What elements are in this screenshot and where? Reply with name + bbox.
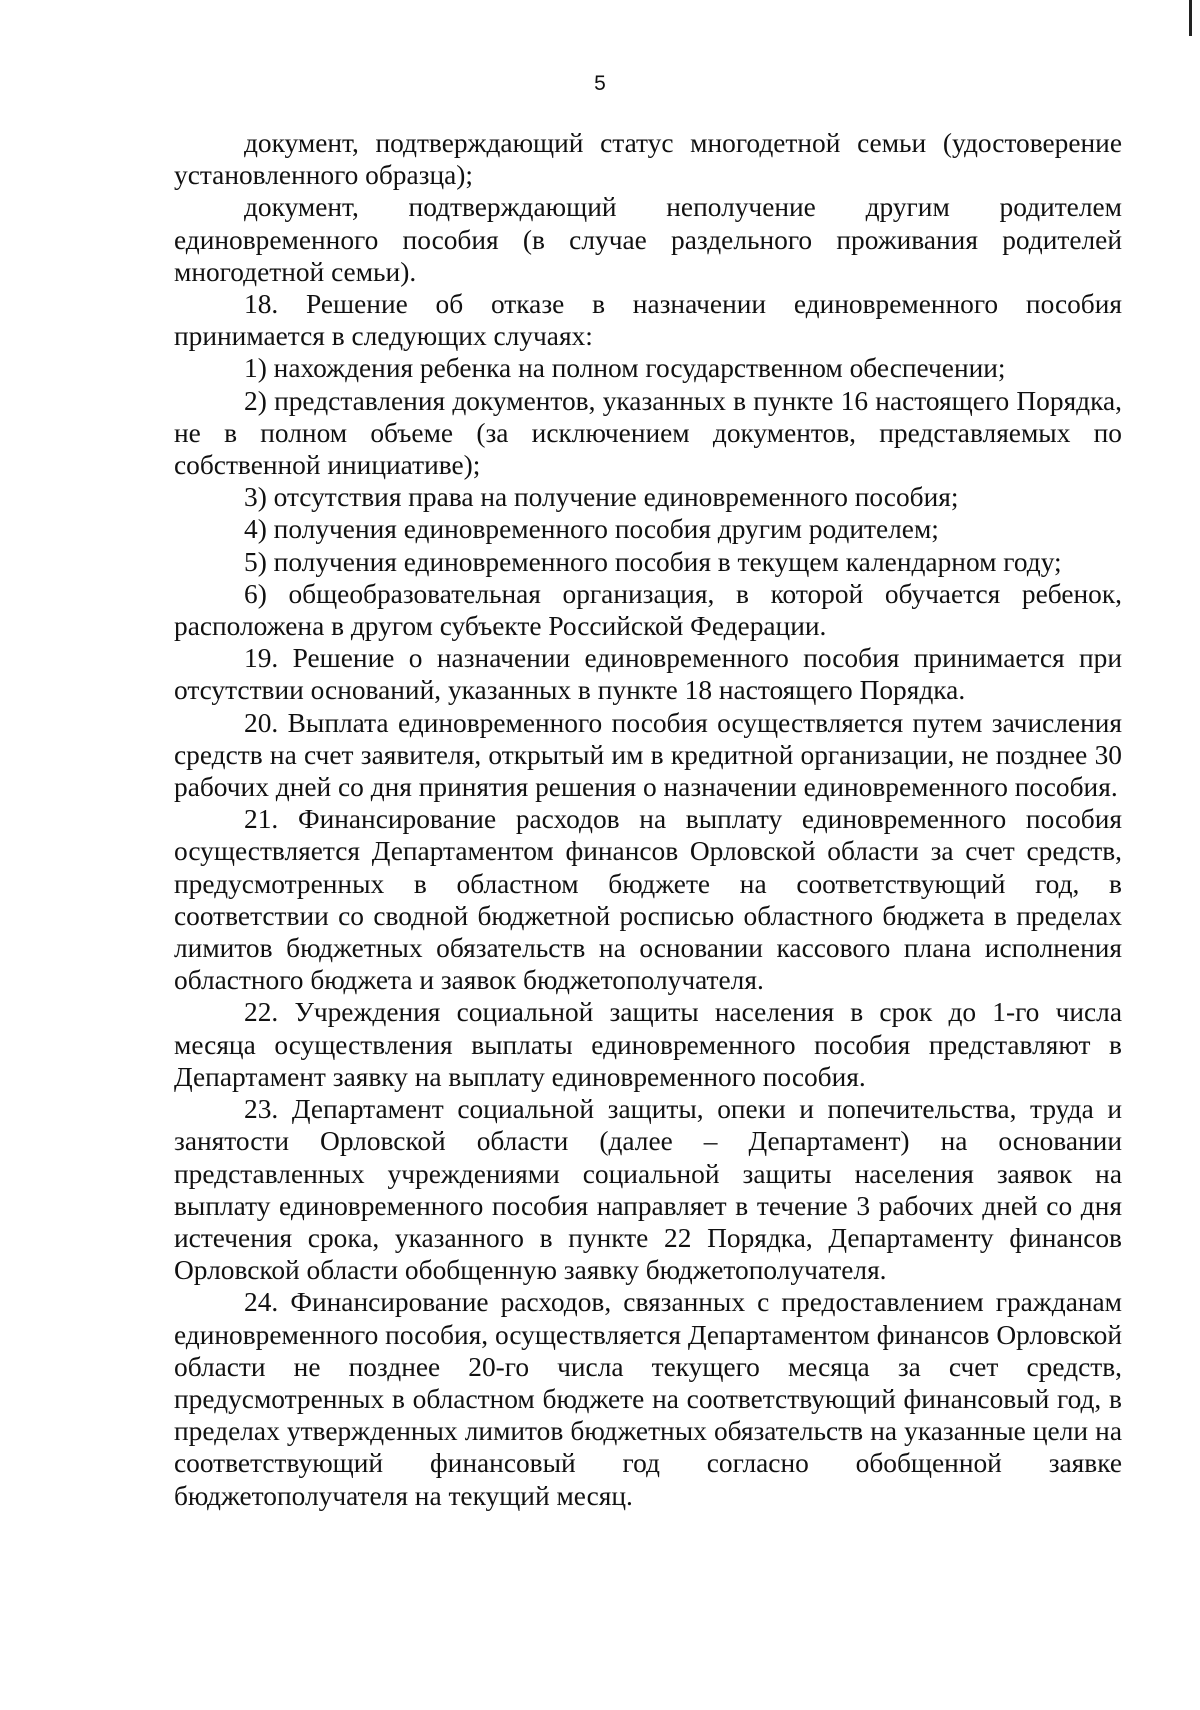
paragraph-item-20: 20. Выплата единовременного пособия осуществляется путем зачисления средств на счет заявителя, открытый им в кредитной организации, не позднее 30 рабочих дней со дня принятия решения о назначении единовременного пособия. bbox=[174, 707, 1122, 803]
paragraph-item-21: 21. Финансирование расходов на выплату единовременного пособия осуществляется Департаментом финансов Орловской области за счет средств, предусмотренных в областном бюджете на соответствующий год, в соответствии со сводной бюджетной росписью областного бюджета в пределах лимитов бюджетных обязательств на основании кассового плана исполнения областного бюджета и заявок бюджетополучателя. bbox=[174, 804, 1122, 996]
paragraph-item-22: 22. Учреждения социальной защиты населения в срок до 1-го числа месяца осуществления выплаты единовременного пособия представляют в Департамент заявку на выплату единовременного пособия. bbox=[174, 997, 1122, 1092]
paragraph-item-24: 24. Финансирование расходов, связанных с предоставлением гражданам единовременного пособия, осуществляется Департаментом финансов Орловской области не позднее 20-го числа текущего месяца за счет средств, предусмотренных в областном бюджете на соответствующий финансовый год, в пределах утвержденных лимитов бюджетных обязательств на указанные цели на соответствующий финансовый год согласно обобщенной заявке бюджетополучателя на текущий месяц. bbox=[174, 1287, 1122, 1511]
paragraph-item-23: 23. Департамент социальной защиты, опеки и попечительства, труда и занятости Орловской области (далее – Департамент) на основании представленных учреждениями социальной защиты населения заявок на выплату единовременного пособия направляет в течение 3 рабочих дней со дня истечения срока, указанного в пункте 22 Порядка, Департаменту финансов Орловской области обобщенную заявку бюджетополучателя. bbox=[174, 1094, 1122, 1286]
paragraph-item-18: 18. Решение об отказе в назначении единовременного пособия принимается в следующих случаях: bbox=[174, 289, 1122, 352]
document-body bbox=[174, 127, 1122, 1512]
paragraph-document-large-family-status: документ, подтверждающий статус многодетной семьи (удостоверение установленного образца); bbox=[174, 128, 1122, 191]
paragraph-refusal-reason-2: 2) представления документов, указанных в пункте 16 настоящего Порядка, не в полном объеме (за исключением документов, представляемых по собственной инициативе); bbox=[174, 385, 1122, 481]
page-number: 5 bbox=[594, 72, 606, 95]
paragraph-refusal-reason-3: 3) отсутствия права на получение единовременного пособия; bbox=[244, 482, 959, 513]
paragraph-document-non-receipt: документ, подтверждающий неполучение другим родителем единовременного пособия (в случае раздельного проживания родителей многодетной семьи). bbox=[174, 192, 1122, 287]
paragraph-item-19: 19. Решение о назначении единовременного пособия принимается при отсутствии оснований, указанных в пункте 18 настоящего Порядка. bbox=[174, 643, 1122, 706]
scan-edge-mark bbox=[1189, 0, 1192, 36]
paragraph-refusal-reason-5: 5) получения единовременного пособия в текущем календарном году; bbox=[244, 546, 1062, 577]
paragraph-refusal-reason-1: 1) нахождения ребенка на полном государственном обеспечении; bbox=[244, 353, 1006, 384]
paragraph-refusal-reason-4: 4) получения единовременного пособия другим родителем; bbox=[244, 514, 939, 545]
paragraph-refusal-reason-6: 6) общеобразовательная организация, в которой обучается ребенок, расположена в другом субъекте Российской Федерации. bbox=[174, 578, 1122, 642]
